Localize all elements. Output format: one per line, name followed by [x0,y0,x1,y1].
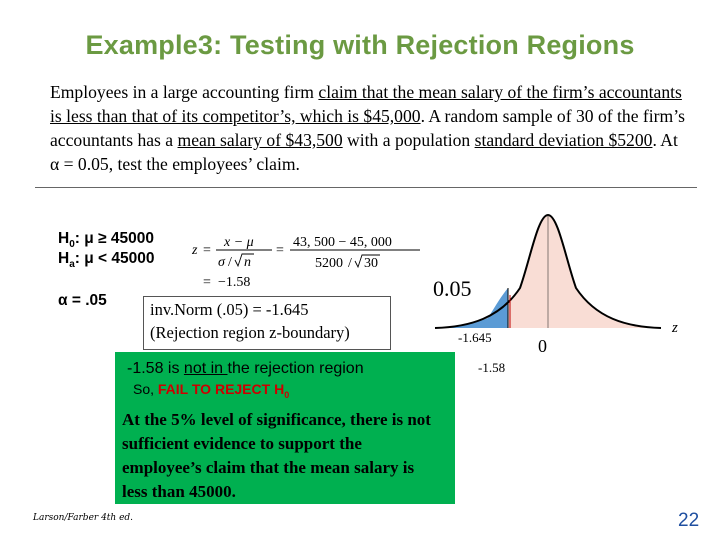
formula-eq3: = [203,275,211,290]
formula-n: n [244,255,251,270]
decision-fail-to-reject: FAIL TO REJECT H [157,381,285,397]
h0-statement: : μ ≥ 45000 [74,230,154,247]
verdict-text-2: the rejection region [227,360,364,377]
page-number: 22 [678,510,700,531]
rejection-boundary-note: (Rejection region z-boundary) [150,323,350,342]
h0-letter: H [58,230,70,247]
ha-subscript: a [69,259,75,271]
formula-eq2: = [276,243,284,258]
decision-line [133,381,289,400]
ha-letter: H [58,250,70,267]
decision-so: So, [133,381,158,397]
area-label: 0.05 [433,276,472,301]
footer-citation: Larson/Farber 4th ed. [33,513,134,523]
ha-statement: : μ < 45000 [74,250,155,267]
problem-statement [50,80,690,176]
test-stat-label: -1.58 [478,360,506,375]
formula-result: −1.58 [218,275,251,290]
alternative-hypothesis [58,250,154,270]
verdict-text-1: -1.58 is [127,360,184,377]
normal-curve-diagram [430,200,710,390]
formula-numerator: x − μ [224,235,254,250]
intro-text-1: Employees in a large accounting firm [50,82,319,102]
zero-label: 0 [538,336,547,356]
conclusion-text: At the 5% level of significance, there is not sufficient evidence to support the employee’s claim that the mean salary is less than 45000. [122,410,431,501]
decision-subscript: 0 [284,389,290,400]
significance-level: α = .05 [58,292,107,309]
verdict-not-in: not in [183,360,228,377]
slide-title: Example3: Testing with Rejection Regions [85,30,635,60]
z-axis-label: z [672,320,678,336]
formula-z: z [192,243,198,258]
intro-claim: claim that the mean salary of the firm’s accountants is less than that of its competitor’s, which is $45,000 [50,82,682,126]
intro-text-3: with a population [342,130,475,150]
divider-line [35,187,697,188]
intro-text-2: . A random sample of 30 of the firm’s accountants has a [50,106,685,150]
intro-std-dev: standard deviation $5200 [474,130,653,150]
formula-numerator-values: 43, 500 − 45, 000 [293,235,392,250]
invnorm-box [143,296,391,350]
intro-text-4: . At α = 0.05, test the employees’ claim. [50,130,678,174]
formula-slash-2: / [348,256,352,271]
formula-slash: / [228,255,232,270]
null-hypothesis [58,230,154,250]
formula-denominator-sigma: 5200 [315,256,343,271]
boundary-label: -1.645 [458,330,492,345]
verdict-line [127,360,364,378]
h0-subscript: 0 [69,239,75,251]
formula-sigma: σ [218,255,225,270]
formula-eq1: = [203,243,211,258]
invnorm-line: inv.Norm (.05) = -1.645 [150,300,309,319]
z-score-formula [190,228,430,290]
intro-sample-mean: mean salary of $43,500 [177,130,343,150]
formula-denominator-n: 30 [364,256,378,271]
